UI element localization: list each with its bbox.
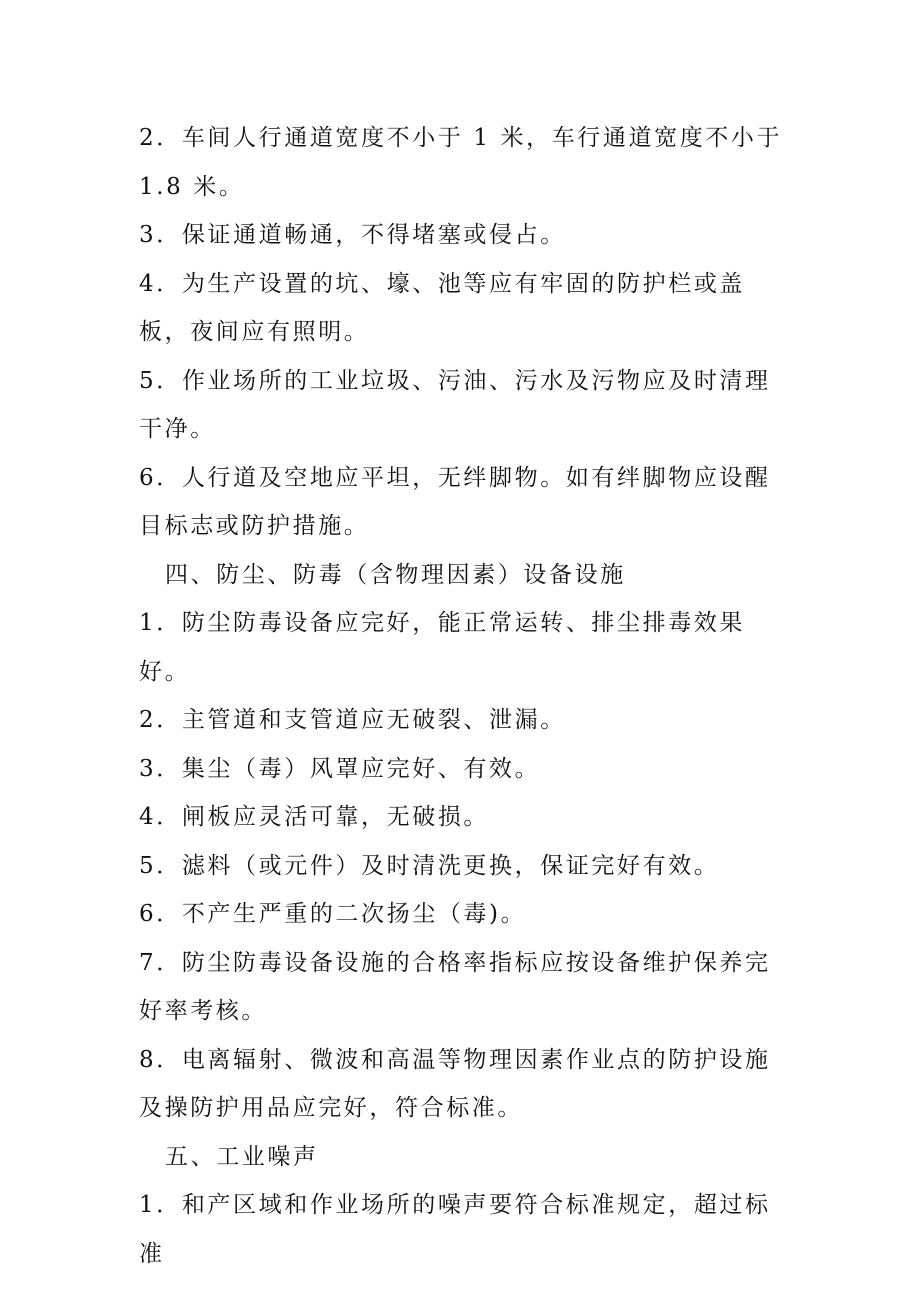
- list-item: 7．防尘防毒设备设施的合格率指标应按设备维护保养完好率考核。: [139, 949, 771, 1024]
- list-item: 6．不产生严重的二次扬尘（毒)。: [139, 901, 527, 927]
- list-item: 5．滤料（或元件）及时清洗更换，保证完好有效。: [139, 852, 720, 879]
- section-heading: 五、工业噪声: [165, 1143, 319, 1170]
- list-item: 3．保证通道畅通，不得堵塞或侵占。: [139, 222, 566, 248]
- list-item: 6．人行道及空地应平坦，无绊脚物。如有绊脚物应设醒目标志或防护措施。: [139, 464, 771, 539]
- document-body: [139, 114, 789, 1278]
- list-item: 1．和产区域和作业场所的噪声要符合标准规定，超过标准: [139, 1192, 771, 1267]
- list-item: 2．主管道和支管道应无破裂、泄漏。: [139, 707, 566, 733]
- list-item: 4．闸板应灵活可靠，无破损。: [139, 804, 490, 830]
- list-item: 2．车间人行通道宽度不小于 1 米，车行通道宽度不小于 1.8 米。: [139, 125, 783, 200]
- list-item: 5．作业场所的工业垃圾、污油、污水及污物应及时清理干净。: [139, 367, 771, 442]
- list-item: 3．集尘（毒）风罩应完好、有效。: [139, 755, 541, 782]
- list-item: 1．防尘防毒设备应完好，能正常运转、排尘排毒效果好。: [139, 610, 746, 685]
- list-item: 4．为生产设置的坑、壕、池等应有牢固的防护栏或盖板，夜间应有照明。: [139, 270, 746, 345]
- section-heading: 四、防尘、防毒（含物理因素）设备设施: [165, 561, 626, 588]
- list-item: 8．电离辐射、微波和高温等物理因素作业点的防护设施及操防护用品应完好，符合标准。: [139, 1046, 771, 1121]
